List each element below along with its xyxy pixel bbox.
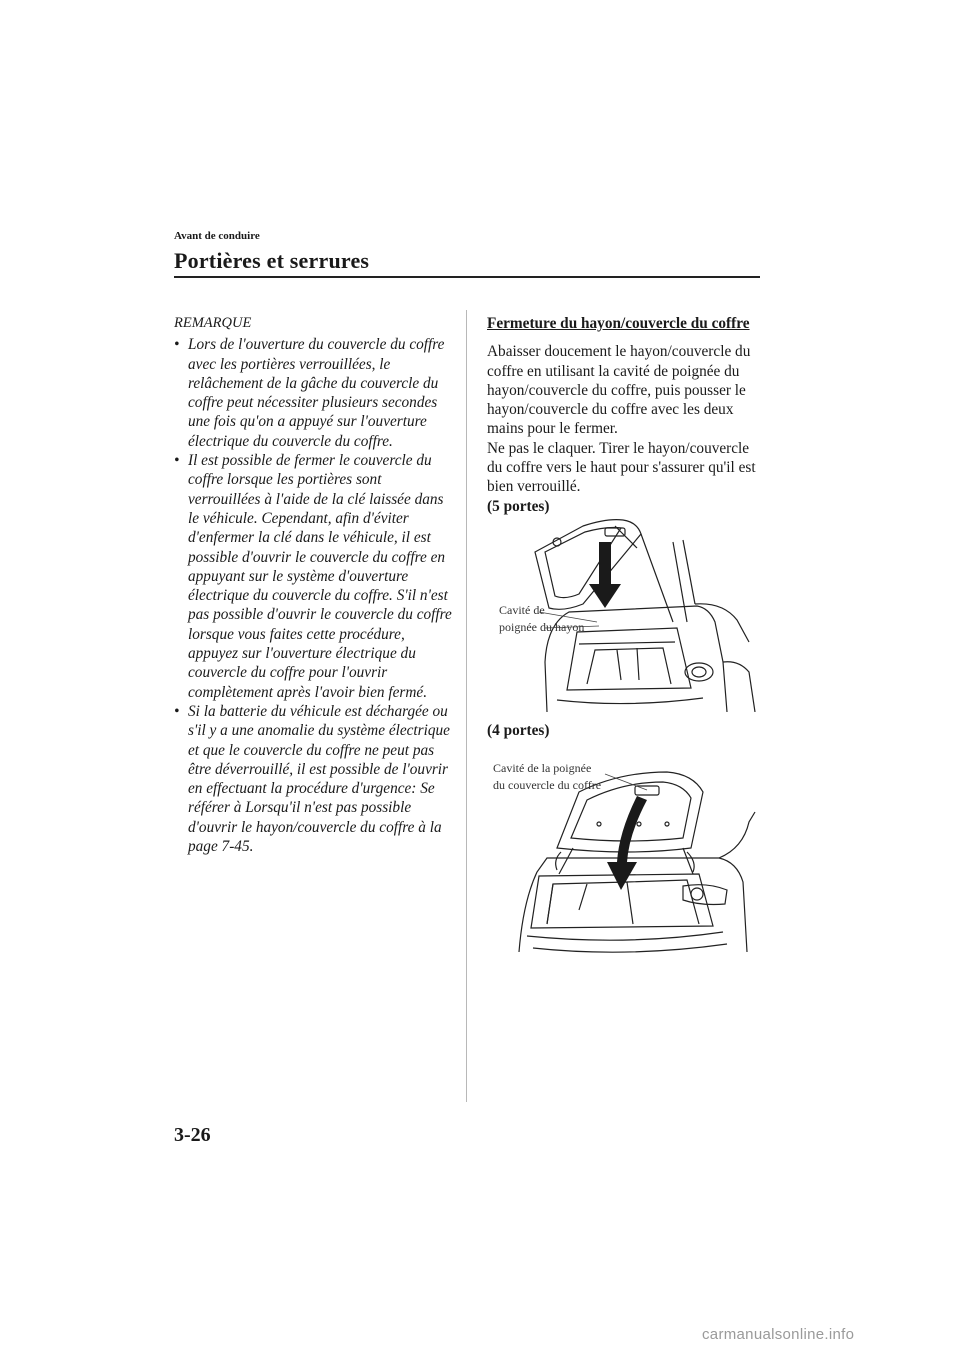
note-bullet-2 [174, 451, 454, 702]
callout-5-doors [499, 602, 584, 636]
note-title: REMARQUE [174, 315, 252, 331]
bullet-dot: • [174, 452, 180, 470]
watermark: carmanualsonline.info [702, 1326, 855, 1343]
instruction-paragraph-1: Abaisser doucement le hayon/couvercle du coffre en utilisant la cavité de poignée du hayon/couvercle du coffre, puis pousser le hayon/couvercle du coffre avec les deux mains pour le fermer. [487, 343, 751, 438]
callout-4-line-2: du couvercle du coffre [493, 778, 602, 792]
callout-5-line-1: Cavité de [499, 603, 545, 617]
note-bullet-3 [174, 702, 454, 856]
down-arrow-icon [589, 542, 621, 608]
section-subheading: Fermeture du hayon/couvercle du coffre [487, 315, 750, 332]
page-title: Portières et serrures [174, 248, 370, 273]
note-block [174, 314, 454, 856]
callout-4-line-1: Cavité de la poignée [493, 761, 592, 775]
bullet-dot: • [174, 702, 180, 720]
callout-5-line-2: poignée du hayon [499, 620, 585, 634]
label-4-doors: (4 portes) [487, 722, 550, 739]
page-number: 3-26 [174, 1124, 211, 1146]
bullet-dot: • [174, 336, 180, 354]
curved-down-arrow-icon [607, 796, 647, 890]
note-bullet-1 [174, 335, 454, 451]
note-text-2: Il est possible de fermer le couvercle du coffre lorsque les portières sont verrouillées à l'aide de la clé laissée dans le véhicule. Cependant, afin d'éviter d'enfermer la clé dans le véhicule, il est possible d'ouvrir le couvercle du coffre en appuyant sur le système d'ouverture électrique du couvercle du coffre. S'il n'est pas possible d'ouvrir le couvercle du coffre lorsque vous faites cette procédure, appuyez sur l'ouverture électrique du couvercle du coffre pour l'ouvrir complètement après l'avoir bien fermé. [188, 452, 452, 701]
column-divider [466, 310, 467, 1102]
note-text-1: Lors de l'ouverture du couvercle du coffre avec les portières verrouillées, le relâchement de la gâche du couvercle du coffre peut nécessiter plusieurs secondes une fois qu'on a appuyé sur l'ouverture électrique du couvercle du coffre. [188, 336, 445, 450]
instruction-paragraph-2: Ne pas le claquer. Tirer le hayon/couvercle du coffre vers le haut pour s'assurer qu'il est bien verrouillé. [487, 439, 756, 496]
note-text-3: Si la batterie du véhicule est déchargée ou s'il y a une anomalie du système électrique et que le couvercle du coffre ne peut pas être déverrouillé, il est possible de l'ouvrir en effectuant la procédure d'urgence: Se référer à Lorsqu'il n'est pas possible d'ouvrir le hayon/couvercle du coffre à la page 7-45. [188, 702, 450, 856]
section-label: Avant de conduire [174, 230, 260, 242]
closing-instructions [487, 314, 763, 516]
header-rule [174, 276, 760, 278]
callout-4-doors [493, 760, 601, 794]
label-5-doors: (5 portes) [487, 497, 550, 515]
